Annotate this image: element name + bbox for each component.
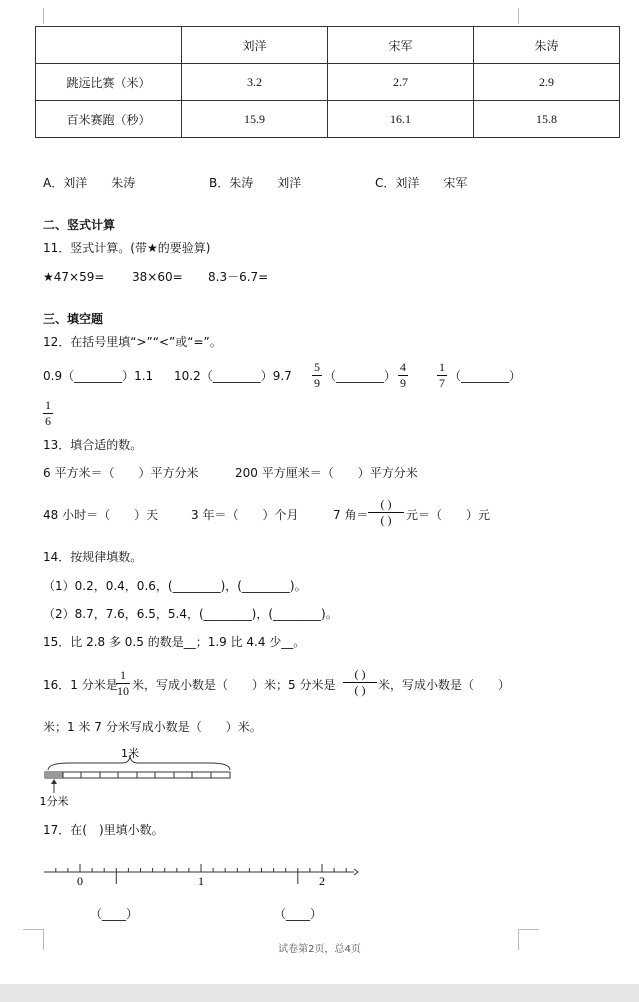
fraction-blank bbox=[368, 498, 404, 527]
ruler-label-1dm: 1分米 bbox=[40, 795, 69, 808]
q12-item-b: 10.2（________）9.7 bbox=[174, 369, 292, 383]
question-11: 11．竖式计算。(带★的要验算) bbox=[43, 241, 211, 255]
fraction-denominator: ( ) bbox=[354, 683, 366, 697]
question-13: 13．填合适的数。 bbox=[43, 438, 143, 452]
calc-item-3: 8.3－6.7= bbox=[208, 270, 269, 284]
fraction-5-9 bbox=[312, 361, 322, 390]
fraction-denominator: ( ) bbox=[380, 513, 392, 527]
fraction-4-9 bbox=[398, 361, 408, 390]
table-cell: 3.2 bbox=[182, 64, 328, 101]
question-16-part-a: 16．1 分米是 bbox=[43, 678, 118, 692]
table-row bbox=[36, 101, 620, 138]
fraction-1-6 bbox=[43, 399, 53, 428]
table-cell: 15.9 bbox=[182, 101, 328, 138]
score-table bbox=[35, 26, 620, 138]
ruler-figure bbox=[40, 745, 240, 811]
table-row bbox=[36, 64, 620, 101]
option-c: C．刘洋 宋军 bbox=[375, 176, 468, 190]
fraction-denominator: 10 bbox=[117, 684, 129, 698]
q14-item-2: （2）8.7，7.6，6.5，5.4，(________)，(________)。 bbox=[43, 607, 338, 621]
table-header-cell bbox=[36, 27, 182, 64]
q13-item-a: 6 平方米＝（ ）平方分米 bbox=[43, 466, 199, 480]
crop-mark-top-left bbox=[43, 8, 44, 24]
fraction-1-10 bbox=[116, 669, 130, 698]
q12-item-c-blank: （________） bbox=[324, 369, 397, 383]
q14-item-1: （1）0.2，0.4，0.6，(________)，(________)。 bbox=[43, 579, 307, 593]
table-header-cell: 刘洋 bbox=[182, 27, 328, 64]
calc-item-1: ★47×59= bbox=[43, 270, 105, 284]
table-cell: 2.9 bbox=[474, 64, 620, 101]
number-line-label: 0 bbox=[77, 874, 83, 888]
fraction-blank bbox=[343, 668, 377, 697]
table-header-row bbox=[36, 27, 620, 64]
question-14: 14．按规律填数。 bbox=[43, 550, 143, 564]
fraction-denominator: 9 bbox=[400, 376, 406, 390]
number-line-label: 1 bbox=[198, 874, 204, 888]
question-16-part-d: 米；1 米 7 分米写成小数是（ ）米。 bbox=[43, 720, 262, 734]
fraction-1-7 bbox=[437, 361, 447, 390]
ruler-ticks bbox=[63, 772, 211, 778]
table-cell: 2.7 bbox=[328, 64, 474, 101]
q12-item-a: 0.9（________）1.1 bbox=[43, 369, 154, 383]
q13-item-e-prefix: 7 角＝ bbox=[333, 508, 369, 522]
section-heading-fill: 三、填空题 bbox=[43, 312, 104, 326]
fraction-numerator: ( ) bbox=[354, 667, 366, 681]
fraction-numerator: 1 bbox=[439, 360, 445, 374]
fraction-numerator: 5 bbox=[314, 360, 320, 374]
q12-item-d-blank: （________） bbox=[449, 369, 522, 383]
fraction-numerator: 1 bbox=[45, 398, 51, 412]
option-b: B．朱涛 刘洋 bbox=[209, 176, 302, 190]
fraction-denominator: 7 bbox=[439, 376, 445, 390]
number-line-blank-2: （____） bbox=[274, 907, 323, 921]
row-label: 跳远比赛（米） bbox=[36, 64, 182, 101]
question-17: 17．在( )里填小数。 bbox=[43, 823, 164, 837]
table-cell: 15.8 bbox=[474, 101, 620, 138]
q13-item-c: 48 小时＝（ ）天 bbox=[43, 508, 159, 522]
fraction-numerator: 1 bbox=[120, 668, 126, 682]
number-line bbox=[40, 860, 360, 892]
number-line-blank-1: （____） bbox=[90, 907, 139, 921]
fraction-numerator: ( ) bbox=[380, 497, 392, 511]
q13-item-b: 200 平方厘米＝（ ）平方分米 bbox=[235, 466, 418, 480]
fraction-denominator: 9 bbox=[314, 376, 320, 390]
fraction-numerator: 4 bbox=[400, 360, 406, 374]
q13-item-e-suffix: 元＝（ ）元 bbox=[406, 508, 491, 522]
page-footer: 试卷第2页，总4页 bbox=[278, 944, 361, 955]
crop-mark-top-right bbox=[518, 8, 519, 24]
table-header-cell: 朱涛 bbox=[474, 27, 620, 64]
number-line-label: 2 bbox=[319, 874, 325, 888]
q13-item-d: 3 年＝（ ）个月 bbox=[191, 508, 299, 522]
option-a: A．刘洋 朱涛 bbox=[43, 176, 136, 190]
question-15: 15．比 2.8 多 0.5 的数是__；1.9 比 4.4 少__。 bbox=[43, 635, 306, 649]
question-12: 12．在括号里填“>”“<”或“=”。 bbox=[43, 335, 222, 349]
calc-item-2: 38×60= bbox=[132, 270, 183, 284]
table-cell: 16.1 bbox=[328, 101, 474, 138]
question-16-part-c: 米，写成小数是（ ） bbox=[378, 678, 511, 692]
ruler-label-1m: 1米 bbox=[121, 747, 139, 760]
question-16-part-b: 米，写成小数是（ ）米；5 分米是 bbox=[132, 678, 336, 692]
row-label: 百米赛跑（秒） bbox=[36, 101, 182, 138]
table-header-cell: 宋军 bbox=[328, 27, 474, 64]
section-heading-calc: 二、竖式计算 bbox=[43, 218, 116, 232]
fraction-denominator: 6 bbox=[45, 414, 51, 428]
